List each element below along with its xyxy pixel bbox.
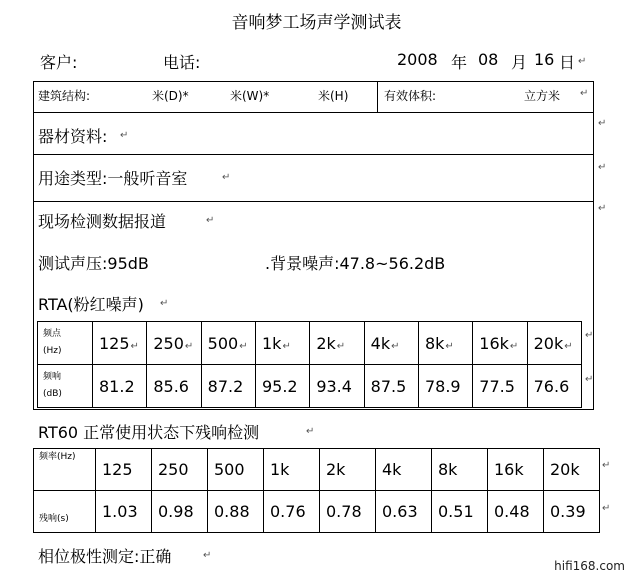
rta-freq-value: 4k <box>370 333 391 353</box>
rta-freq-value: 16k <box>479 333 509 353</box>
paragraph-mark: ↵ <box>306 426 315 437</box>
rt60-heading: RT60 正常使用状态下残响检测 <box>38 423 260 442</box>
spl-reading: 测试声压:95dB <box>38 254 149 273</box>
row-divider <box>34 112 593 113</box>
rta-resp-header-unit: (dB) <box>43 389 62 399</box>
noise-reading: .背景噪声:47.8~56.2dB <box>265 254 446 273</box>
rta-value-cell <box>93 365 147 408</box>
rta-freq-value: 125 <box>99 333 130 353</box>
rta-value-cell <box>147 365 201 408</box>
paragraph-mark: ↵ <box>160 298 169 309</box>
paragraph-mark: ↵ <box>585 330 594 341</box>
rt60-freq-header: 频率(Hz) <box>39 452 76 462</box>
building-label: 建筑结构: <box>38 89 91 103</box>
rta-freq-header-cell <box>38 322 93 365</box>
paragraph-mark: ↵ <box>203 550 212 561</box>
building-depth: 米(D)* <box>152 89 189 103</box>
rta-label: RTA(粉红噪声) <box>38 295 144 314</box>
date-day: 16 <box>534 50 555 69</box>
paragraph-mark: ↵ <box>602 460 611 471</box>
row-divider <box>34 154 593 155</box>
rta-value: 77.5 <box>479 376 515 396</box>
table-row <box>38 322 582 365</box>
rta-value: 85.6 <box>153 376 189 396</box>
row-divider <box>34 201 593 202</box>
paragraph-mark: ↵ <box>602 503 611 514</box>
rta-table <box>37 321 582 408</box>
column-divider <box>377 82 378 112</box>
rt60-freq-header-cell <box>34 449 96 491</box>
rt60-freq-value: 2k <box>326 460 346 479</box>
rta-value: 87.5 <box>370 376 407 396</box>
table-row <box>38 365 582 408</box>
paragraph-mark: ↵ <box>598 118 607 129</box>
watermark: hifi168.com <box>554 559 625 573</box>
rt60-value-cell <box>432 491 488 533</box>
rt60-table <box>33 448 600 533</box>
date-month: 08 <box>478 50 499 69</box>
rt60-freq-value: 1k <box>270 460 290 479</box>
rt60-freq-cell <box>152 449 208 491</box>
rta-freq-cell: 1k↵ <box>255 322 309 365</box>
rt60-value-cell <box>208 491 264 533</box>
rt60-value: 1.03 <box>102 502 138 521</box>
rta-value: 78.9 <box>424 376 461 396</box>
rt60-freq-value: 16k <box>494 460 524 479</box>
paragraph-mark: ↵ <box>578 56 587 67</box>
rta-freq-value: 2k <box>316 333 336 353</box>
rta-freq-cell: 2k↵ <box>310 322 364 365</box>
rta-freq-cell: 16k↵ <box>473 322 527 365</box>
paragraph-mark: ↵ <box>598 203 607 214</box>
rt60-freq-cell <box>488 449 544 491</box>
equipment-label: 器材资料: <box>38 127 108 146</box>
rt60-value: 0.78 <box>326 502 362 521</box>
rta-freq-value: 8k <box>424 333 445 353</box>
rt60-freq-cell <box>320 449 376 491</box>
paragraph-mark: ↵ <box>120 130 129 141</box>
paragraph-mark: ↵ <box>585 374 594 385</box>
paragraph-mark: ↵ <box>598 162 607 173</box>
rt60-resp-header: 残响(s) <box>39 514 69 524</box>
rt60-value: 0.48 <box>494 502 530 521</box>
rta-freq-header-unit: (Hz) <box>43 346 62 356</box>
rt60-value-cell <box>96 491 152 533</box>
rt60-freq-value: 20k <box>550 460 580 479</box>
rta-value: 93.4 <box>316 376 352 396</box>
rta-value-cell <box>418 365 472 408</box>
rt60-value: 0.88 <box>214 502 250 521</box>
rt60-value-cell <box>264 491 320 533</box>
rta-value-cell <box>310 365 364 408</box>
rt60-value-cell <box>320 491 376 533</box>
rta-value-cell <box>527 365 581 408</box>
client-label: 客户: <box>40 53 78 72</box>
volume-label: 有效体积: <box>384 89 437 103</box>
rta-value-cell <box>201 365 255 408</box>
rta-value-cell <box>364 365 418 408</box>
phase-label: 相位极性测定:正确 <box>38 547 172 566</box>
rta-freq-value: 1k <box>261 333 282 353</box>
rta-freq-cell: 20k↵ <box>527 322 581 365</box>
rta-freq-cell: 4k↵ <box>364 322 418 365</box>
phone-label: 电话: <box>163 53 201 72</box>
rt60-freq-value: 500 <box>214 460 245 479</box>
rta-value-cell <box>255 365 309 408</box>
rta-freq-value: 500 <box>207 333 239 353</box>
rt60-value-cell <box>152 491 208 533</box>
rta-freq-cell: 250↵ <box>147 322 201 365</box>
rt60-freq-cell <box>96 449 152 491</box>
report-heading: 现场检测数据报道 <box>38 212 167 231</box>
rta-value-cell <box>473 365 527 408</box>
rt60-value: 0.98 <box>158 502 194 521</box>
rt60-value-cell <box>488 491 544 533</box>
rta-freq-value: 20k <box>533 333 564 353</box>
usage-label: 用途类型:一般听音室 <box>38 169 188 188</box>
table-row <box>34 449 600 491</box>
building-height: 米(H) <box>318 89 349 103</box>
rt60-freq-value: 4k <box>382 460 402 479</box>
rt60-resp-header-cell <box>34 491 96 533</box>
rt60-value: 0.51 <box>438 502 474 521</box>
rt60-value-cell <box>376 491 432 533</box>
volume-unit: 立方米 <box>524 89 561 103</box>
rta-resp-header-name: 频响 <box>43 372 62 382</box>
rta-value: 95.2 <box>261 376 298 396</box>
rta-freq-cell: 500↵ <box>201 322 255 365</box>
rta-value: 81.2 <box>99 376 135 396</box>
rt60-freq-cell <box>432 449 488 491</box>
date-month-unit: 月 <box>511 53 528 72</box>
rt60-freq-cell <box>264 449 320 491</box>
paragraph-mark: ↵ <box>222 172 231 183</box>
rta-value: 76.6 <box>533 376 570 396</box>
table-row <box>34 491 600 533</box>
rt60-freq-cell <box>544 449 600 491</box>
rt60-value: 0.39 <box>550 502 586 521</box>
rta-freq-cell: 125↵ <box>93 322 147 365</box>
date-year: 2008 <box>397 50 438 69</box>
rta-value: 87.2 <box>207 376 244 396</box>
rt60-freq-value: 125 <box>102 460 133 479</box>
page-title: 音响梦工场声学测试表 <box>231 13 402 33</box>
paragraph-mark: ↵ <box>206 215 215 226</box>
rta-freq-value: 250 <box>153 333 184 353</box>
rta-resp-header-cell <box>38 365 93 408</box>
rt60-value-cell <box>544 491 600 533</box>
date-day-unit: 日 <box>559 53 576 72</box>
rt60-freq-value: 250 <box>158 460 189 479</box>
paragraph-mark: ↵ <box>580 88 589 99</box>
rta-freq-cell: 8k↵ <box>418 322 472 365</box>
rt60-freq-cell <box>376 449 432 491</box>
rt60-value: 0.63 <box>382 502 418 521</box>
rt60-value: 0.76 <box>270 502 306 521</box>
rta-freq-header-name: 频点 <box>43 329 62 339</box>
rt60-freq-value: 8k <box>438 460 458 479</box>
building-width: 米(W)* <box>230 89 270 103</box>
rt60-freq-cell <box>208 449 264 491</box>
date-year-unit: 年 <box>451 53 468 72</box>
